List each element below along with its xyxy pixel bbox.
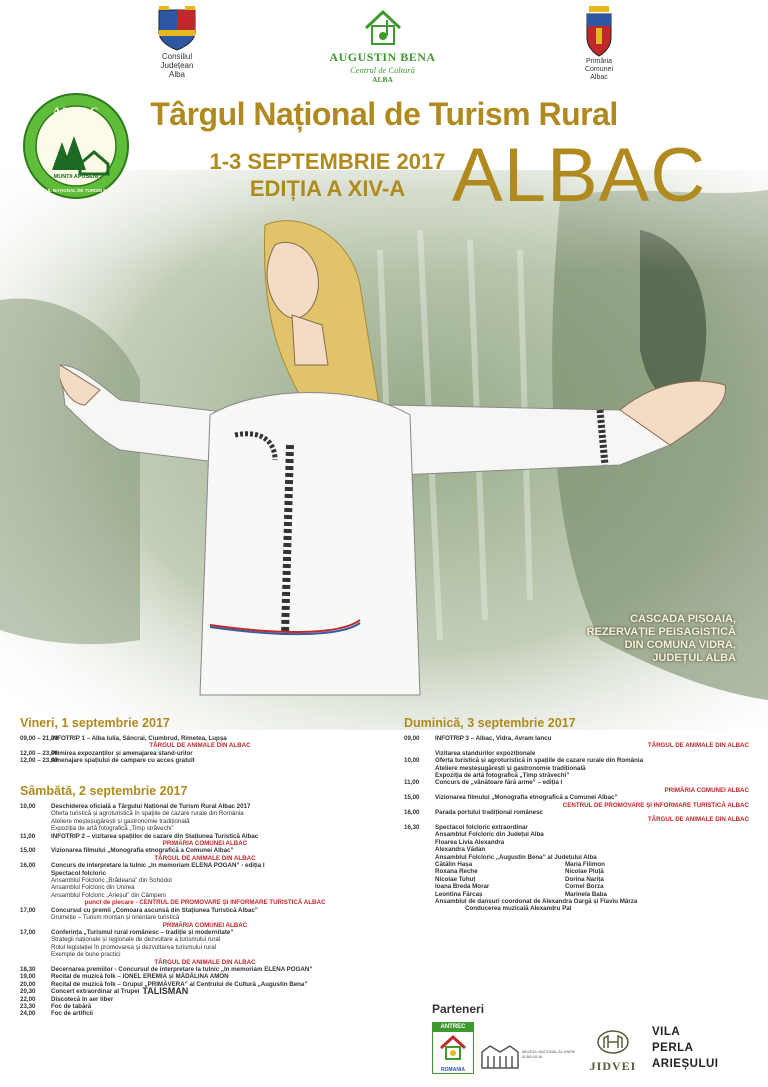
program-row xyxy=(404,854,749,861)
program-time: 10,00 xyxy=(404,757,420,765)
program-event: INFOTRIP 1 – Alba Iulia, Sâncrai, Ciumbrud, Rimetea, Lupșa xyxy=(51,735,227,742)
program-row xyxy=(20,973,390,980)
program-time: 17,00 xyxy=(20,928,36,936)
program-detail: Ansamblul Folcloric din Unirea xyxy=(51,884,135,892)
program-row xyxy=(404,831,749,838)
saturday-heading: Sâmbătă, 2 septembrie 2017 xyxy=(20,784,188,798)
venue-label: TÂRGUL DE ANIMALE DIN ALBAC xyxy=(647,742,749,750)
program-time xyxy=(20,914,51,921)
program-time: 16,00 xyxy=(404,809,420,817)
venue-label: punct de plecare - CENTRUL DE PROMOVARE ȘI INFORMARE TURISTICĂ ALBAC xyxy=(84,899,326,907)
headliner-name: TALISMAN xyxy=(142,986,189,997)
augustin-bena-title: AUGUSTIN BENA xyxy=(329,50,436,64)
vila-line-1: VILA xyxy=(652,1026,681,1038)
artist-name: Cătălin Hașa xyxy=(435,860,473,868)
augustin-bena-sub: Centrul de Cultură xyxy=(350,65,415,75)
program-time: 20,30 xyxy=(20,988,36,996)
program-row xyxy=(404,824,749,831)
program-time xyxy=(404,772,435,779)
caption-line-1: CASCADA PIȘOAIA, xyxy=(630,613,736,625)
program-row xyxy=(20,892,390,899)
program-event: Concurs de „vânătoare fără arme” – ediția I xyxy=(435,779,563,787)
artist-name: Cornel Borza xyxy=(565,883,604,891)
artist-name: Roxana Reche xyxy=(435,868,478,876)
artist-name: Dorina Narița xyxy=(565,875,604,883)
program-detail: Expoziția de artă fotografică „Timp străvechi” xyxy=(51,825,174,833)
artist-pair xyxy=(435,876,749,883)
program-event: Parada portului tradițional românesc xyxy=(435,809,543,817)
venue-label: CENTRUL DE PROMOVARE ȘI INFORMARE TURISTICĂ ALBAC xyxy=(562,801,749,809)
program-time xyxy=(404,854,435,861)
antrec-label: ANTREC xyxy=(433,1023,473,1032)
program-detail: Rolul legislației în promovarea și dezvoltarea turismului rural xyxy=(51,943,217,951)
program-time xyxy=(404,839,435,846)
event-dates xyxy=(205,148,450,202)
program-time: 09,00 xyxy=(404,735,420,742)
program-time: 18,30 xyxy=(20,965,36,973)
program-event: Ansamblul Folcloric din Județul Alba xyxy=(435,831,544,839)
program-row xyxy=(20,742,380,749)
venue-label: TÂRGUL DE ANIMALE DIN ALBAC xyxy=(154,854,256,862)
program-row xyxy=(20,966,390,973)
partners-title: Parteneri xyxy=(432,1002,485,1016)
primaria-line-3: Albac xyxy=(590,74,608,81)
cj-alba-line-1: Consiliul xyxy=(161,52,193,61)
program-event: Primirea expozanților și amenajarea stand-urilor xyxy=(51,749,193,757)
artist-pair xyxy=(435,868,749,875)
program-time: 23,30 xyxy=(20,1002,36,1010)
program-time xyxy=(404,750,435,757)
sunday-artists xyxy=(404,861,749,898)
friday-heading: Vineri, 1 septembrie 2017 xyxy=(20,716,170,730)
muzeu-label: MUZEUL NAȚIONAL AL UNIRII ALBA IULIA xyxy=(522,1050,576,1059)
augustin-bena-logo xyxy=(300,6,465,84)
saturday-section xyxy=(20,784,390,1018)
program-event: Ansamblul Folcloric „Augustin Bena” al Județului Alba xyxy=(435,853,597,861)
program-row xyxy=(20,899,390,906)
program-detail: Exemple de bune practici xyxy=(51,951,121,959)
antrec-romania: ROMANIA xyxy=(441,1067,465,1073)
program-time: 16,00 xyxy=(20,862,36,870)
vila-perla-logo xyxy=(652,1024,718,1072)
program-row xyxy=(20,1010,390,1017)
venue-label: PRIMĂRIA COMUNEI ALBAC xyxy=(162,840,248,848)
program-event: INFOTRIP 2 – vizitarea spațiilor de cazare din Stațiunea Turistică Albac xyxy=(51,832,259,840)
program-row xyxy=(20,735,380,742)
program-time xyxy=(20,818,51,825)
program-time xyxy=(20,936,51,943)
program-note: Conducerea muzicală Alexandru Pal xyxy=(465,905,572,913)
program-event: Recital de muzică folk – IONEL EREMIA și MĂDĂLINA AMON xyxy=(51,973,229,981)
program-time: 24,00 xyxy=(20,1010,36,1018)
albac-heading: ALBAC xyxy=(452,133,707,218)
program-time xyxy=(20,810,51,817)
program-row xyxy=(20,922,390,929)
program-event: Decernarea premiilor - Concursul de interpretare la tulnic „In memoriam ELENA POGAN” xyxy=(51,965,313,973)
program-event: Spectacol folcloric xyxy=(51,869,107,877)
date-range: 1-3 SEPTEMBRIE 2017 xyxy=(209,149,446,174)
program-time: 11,00 xyxy=(404,779,420,787)
program-row xyxy=(20,1003,390,1010)
program-event: Foc de artificii xyxy=(51,1010,93,1018)
program-row xyxy=(404,772,749,779)
friday-program xyxy=(20,735,380,765)
program-detail: Ateliere meșteșugărești și gastronomie tradițională xyxy=(51,817,190,825)
program-row xyxy=(20,929,390,936)
artist-name: Nicolae Pluță xyxy=(565,868,604,876)
program-row xyxy=(404,802,749,809)
program-time xyxy=(404,831,435,838)
saturday-program xyxy=(20,803,390,1018)
sunday-tail xyxy=(404,898,749,913)
program-event: Vizionarea filmului „Monografia etnografică a Comunei Albac” xyxy=(435,794,618,802)
program-time: 15,00 xyxy=(20,847,36,855)
program-event: Vizitarea standurilor expoziționale xyxy=(435,749,536,757)
program-time xyxy=(20,877,51,884)
program-time xyxy=(404,765,435,772)
program-event: Vizionarea filmului „Monografia etnografică a Comunei Albac” xyxy=(51,847,234,855)
augustin-bena-city: ALBA xyxy=(372,75,393,84)
program-event: Recital de muzică folk – Grupul „PRIMĂVERA” al Centrului de Cultură „Augustin Bena” xyxy=(51,980,308,988)
program-row xyxy=(20,944,390,951)
artist-pair xyxy=(435,891,749,898)
program-event: Foc de tabără xyxy=(51,1002,92,1010)
program-row xyxy=(404,794,749,801)
venue-label: TÂRGUL DE ANIMALE DIN ALBAC xyxy=(149,742,251,750)
program-row xyxy=(404,816,749,823)
artist-name: Maria Filimon xyxy=(565,860,605,868)
photo-caption xyxy=(587,613,736,665)
venue-label: TÂRGUL DE ANIMALE DIN ALBAC xyxy=(647,816,749,824)
program-row xyxy=(404,750,749,757)
vila-line-2: PERLA xyxy=(652,1042,694,1054)
program-detail: Oferta turistică și agroturistică în spațiile de cazare rurale din România xyxy=(51,810,244,818)
museum-building-icon xyxy=(480,1040,520,1070)
program-time: 12,00 – 23,00 xyxy=(20,757,58,765)
primaria-albac-logo xyxy=(576,4,622,82)
program-time: 17,00 xyxy=(20,906,36,914)
caption-line-2: REZERVAȚIE PEISAGISTICĂ xyxy=(586,626,736,638)
program-time xyxy=(20,892,51,899)
venue-label: PRIMĂRIA COMUNEI ALBAC xyxy=(664,786,749,794)
antrec-house-icon xyxy=(433,1032,473,1062)
caption-line-4: JUDEȚUL ALBA xyxy=(652,652,736,664)
program-row xyxy=(20,757,380,764)
program-event: Amenajare spațiului de campare cu acces gratuit xyxy=(51,757,195,765)
program-time: 15,00 xyxy=(404,794,420,802)
program-event: Expoziția de artă fotografică „Timp străvechi” xyxy=(435,772,570,780)
program-detail: Strategii naționale și regionale de dezvoltare a turismului rural xyxy=(51,936,221,944)
program-event: Oferta turistică și agroturistică în spațiile de cazare rurale din România xyxy=(435,757,644,765)
muzeu-logo xyxy=(480,1040,580,1075)
sunday-program xyxy=(404,735,749,861)
program-time: 20,00 xyxy=(20,980,36,988)
vila-line-3: ARIEȘULUI xyxy=(652,1058,719,1070)
program-row xyxy=(20,959,390,966)
cj-alba-line-3: Alba xyxy=(168,70,185,79)
artist-name: Leontina Fărcaș xyxy=(435,890,483,898)
edition: EDIȚIA A XIV-A xyxy=(249,176,406,201)
program-time: 16,30 xyxy=(404,823,420,831)
program-row xyxy=(20,862,390,869)
program-row xyxy=(20,825,390,832)
program-event: Concurs de interpretare la tulnic „In memoriam ELENA POGAN” - ediția I xyxy=(51,862,265,870)
albac-coat-of-arms-icon xyxy=(583,4,615,58)
artist-name: Nicolae Tuhuț xyxy=(435,875,476,883)
program-row xyxy=(404,765,749,772)
program-time xyxy=(20,884,51,891)
program-row xyxy=(20,877,390,884)
badge-top-text: ALBAC xyxy=(52,104,100,118)
program-time: 09,00 – 21,00 xyxy=(20,735,58,742)
program-row xyxy=(404,809,749,816)
program-event: INFOTRIP 3 – Albac, Vidra, Avram Iancu xyxy=(435,735,552,742)
program-time: 12,00 – 23,00 xyxy=(20,749,58,757)
page-title: Târgul Național de Turism Rural xyxy=(150,96,618,132)
badge-ring-text: TÂRGUL NAȚIONAL DE TURISM RURAL xyxy=(32,188,120,193)
program-time xyxy=(20,951,51,958)
cj-alba-line-2: Județean xyxy=(160,61,194,70)
jidvei-castle-icon xyxy=(596,1028,630,1054)
venue-label: PRIMĂRIA COMUNEI ALBAC xyxy=(162,921,248,929)
program-row xyxy=(20,847,390,854)
caption-line-3: DIN COMUNA VIDRA, xyxy=(624,639,736,651)
program-time xyxy=(20,944,51,951)
program-row xyxy=(20,884,390,891)
program-row xyxy=(20,833,390,840)
cj-alba-logo xyxy=(150,4,204,79)
program-event: Concursul cu premii „Comoara ascunsă din Stațiunea Turistică Albac” xyxy=(51,906,258,914)
program-row xyxy=(20,803,390,810)
artist-pair xyxy=(435,861,749,868)
artist-name: Ioana Breda Morar xyxy=(435,883,490,891)
program-event: Concert extraordinar al Trupei xyxy=(51,988,140,996)
program-time xyxy=(20,870,51,877)
program-event: Floarea Livia Alexandra xyxy=(435,838,505,846)
sunday-section xyxy=(404,716,749,913)
program-time: 11,00 xyxy=(20,832,36,840)
program-row xyxy=(20,951,390,958)
program-row xyxy=(20,750,380,757)
sunday-heading: Duminică, 3 septembrie 2017 xyxy=(404,716,576,730)
program-event: Conferința „Turismul rural românesc – tradiție și modernitate” xyxy=(51,928,234,936)
program-row xyxy=(404,779,749,786)
program-detail: Ansamblul Folcloric „Brădeana” din Sohodol xyxy=(51,877,172,885)
primaria-line-2: Comunei xyxy=(584,66,613,73)
program-event: Spectacol folcloric extraordinar xyxy=(435,823,528,831)
program-time xyxy=(20,825,51,832)
house-music-note-icon xyxy=(360,6,406,50)
antrec-logo xyxy=(432,1022,474,1074)
program-row xyxy=(20,870,390,877)
program-row xyxy=(404,846,749,853)
friday-section xyxy=(20,716,380,765)
program-note: Ansamblul de dansuri coordonat de Alexandra Oargă și Flaviu Mârza xyxy=(435,897,638,905)
badge-middle-text: MUNTII APUSENI xyxy=(53,174,99,180)
artist-pair xyxy=(435,883,749,890)
jidvei-label: JIDVEI xyxy=(589,1059,637,1073)
program-event: Deschiderea oficială a Târgului Național de Turism Rural Albac 2017 xyxy=(51,803,251,810)
venue-label: TÂRGUL DE ANIMALE DIN ALBAC xyxy=(154,958,256,966)
program-row xyxy=(20,996,390,1003)
jidvei-logo xyxy=(585,1028,641,1074)
program-row xyxy=(20,914,390,921)
program-row xyxy=(20,988,390,995)
program-detail: Drumeție – Turism montan și orientare turistică xyxy=(51,914,180,922)
program-row xyxy=(20,818,390,825)
program-row xyxy=(20,855,390,862)
program-row xyxy=(404,839,749,846)
program-event: Discotecă în aer liber xyxy=(51,995,114,1003)
program-row xyxy=(20,936,390,943)
program-time xyxy=(404,846,435,853)
program-row xyxy=(20,981,390,988)
primaria-line-1: Primăria xyxy=(585,58,613,65)
program-row xyxy=(404,757,749,764)
program-row xyxy=(20,810,390,817)
program-event: Ateliere meșteșugărești și gastronomie tradițională xyxy=(435,764,586,772)
program-detail: Ansamblul Folcloric „Arieșul” din Câmpeni xyxy=(51,891,166,899)
program-event: Alexandra Vădan xyxy=(435,846,486,854)
artist-name: Marinela Baba xyxy=(565,890,607,898)
cj-alba-coat-of-arms-icon xyxy=(155,4,199,52)
program-row xyxy=(404,742,749,749)
program-row xyxy=(20,840,390,847)
program-row xyxy=(20,907,390,914)
program-time: 10,00 xyxy=(20,803,36,810)
program-row xyxy=(404,735,749,742)
program-row xyxy=(404,787,749,794)
program-time: 22,00 xyxy=(20,995,36,1003)
program-time: 19,00 xyxy=(20,973,36,981)
